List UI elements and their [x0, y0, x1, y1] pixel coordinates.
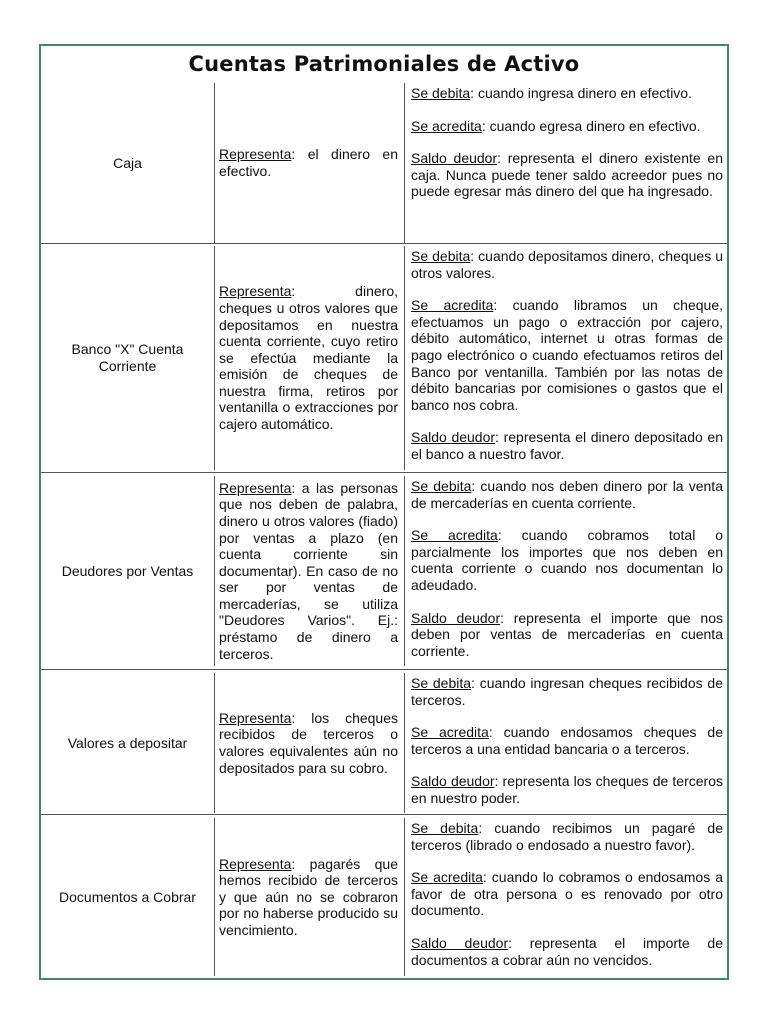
representa-cell [216, 673, 405, 813]
saldo-deudor-label: Saldo deudor [411, 429, 496, 446]
se-acredita-label: Se acredita [411, 117, 482, 134]
saldo-deudor-label: Saldo deudor [411, 150, 498, 167]
se-debita-text [411, 248, 723, 281]
saldo-deudor-description: : representa los cheques de terceros en nuestro poder. [411, 773, 723, 806]
movements-cell [407, 476, 727, 666]
representa-text [216, 710, 404, 776]
representa-description: : el dinero en efectivo. [219, 146, 398, 179]
se-debita-label: Se debita [411, 85, 471, 101]
se-acredita-text [411, 118, 723, 135]
representa-text [216, 856, 404, 939]
table-row [41, 818, 727, 976]
representa-description: : los cheques recibidos de terceros o valores equivalentes aún no depositados para su cobro. [219, 709, 398, 776]
movements-cell [407, 818, 727, 976]
representa-description: : a las personas que nos deben de palabra, dinero u otros valores (fiado) por ventas a plazo (en cuenta corriente sin documentar). En caso de no ser por ventas de mercaderías, se utiliza "Deudores Varios". Ej.: préstamo de dinero a terceros. [219, 479, 398, 662]
representa-label: Representa [219, 709, 292, 726]
representa-label: Representa [219, 283, 292, 300]
saldo-deudor-label: Saldo deudor [411, 773, 495, 790]
saldo-deudor-text [411, 610, 723, 660]
se-debita-text [411, 820, 723, 853]
representa-cell [216, 476, 405, 666]
se-acredita-text [411, 297, 723, 413]
se-acredita-description: : cuando cobramos total o parcialmente los importes que nos deben en cuenta corriente o cuando nos documentan lo adeudado. [411, 527, 723, 593]
representa-label: Representa [219, 479, 292, 496]
table-row [41, 246, 727, 470]
representa-label: Representa [219, 855, 292, 872]
representa-label: Representa [219, 146, 292, 163]
saldo-deudor-description: : representa el importe de documentos a cobrar aún no vencidos. [411, 934, 723, 968]
saldo-deudor-description: : representa el dinero existente en caja. Nunca puede tener saldo acreedor pues no puede egresar más dinero del que ha ingresado. [411, 150, 723, 200]
se-acredita-label: Se acredita [411, 297, 494, 314]
se-debita-description: : cuando nos deben dinero por la venta de mercaderías en cuenta corriente. [411, 478, 723, 511]
account-name-cell [41, 83, 215, 243]
saldo-deudor-label: Saldo deudor [411, 934, 509, 951]
account-name: Valores a depositar [67, 734, 188, 751]
account-name: Caja [113, 154, 142, 171]
representa-text [216, 480, 404, 663]
se-acredita-label: Se acredita [411, 527, 498, 544]
saldo-deudor-text [411, 773, 723, 806]
se-acredita-description: : cuando endosamos cheques de terceros a una entidad bancaria o a terceros. [411, 724, 723, 757]
saldo-deudor-description: : representa el importe que nos deben por ventas de mercaderías en cuenta corriente. [411, 609, 723, 659]
movements-cell [407, 83, 727, 243]
saldo-deudor-description: : representa el dinero depositado en el banco a nuestro favor. [411, 429, 723, 462]
movements-cell [407, 673, 727, 813]
representa-text [216, 283, 404, 432]
table-row [41, 83, 727, 243]
representa-description: : dinero, cheques u otros valores que depositamos en nuestra cuenta corriente, cuyo retiro se efectúa mediante la emisión de cheques de nuestra firma, retiros por ventanilla o extracciones por cajero automático. [219, 283, 398, 433]
row-divider [41, 814, 727, 815]
se-debita-description: : cuando recibimos un pagaré de terceros (librado o endosado a nuestro favor). [411, 820, 723, 853]
saldo-deudor-text [411, 429, 723, 462]
se-debita-label: Se debita [411, 675, 472, 691]
account-name: Banco "X" Cuenta Corriente [71, 341, 184, 374]
account-name-cell [41, 818, 215, 976]
se-debita-label: Se debita [411, 248, 471, 264]
representa-cell [216, 83, 405, 243]
se-acredita-description: : cuando egresa dinero en efectivo. [481, 117, 701, 134]
row-divider [41, 243, 727, 244]
table-row [41, 673, 727, 813]
se-acredita-text [411, 527, 723, 593]
account-name: Deudores por Ventas [61, 562, 194, 579]
se-acredita-description: : cuando libramos un cheque, efectuamos un pago o extracción por cajero, débito automático, internet u otras formas de pago electrónico o cuando efectuamos retiros del Banco por ventanilla. También por las notas de débito bancarias por comisiones o gastos que el banco nos cobra. [411, 297, 723, 413]
account-name: Documentos a Cobrar [59, 888, 196, 905]
row-divider [41, 669, 727, 670]
saldo-deudor-text [411, 935, 723, 968]
representa-cell [216, 818, 405, 976]
representa-text [216, 146, 404, 179]
representa-cell [216, 246, 405, 470]
se-debita-description: : cuando ingresan cheques recibidos de terceros. [411, 675, 723, 708]
se-debita-description: : cuando depositamos dinero, cheques u otros valores. [411, 248, 723, 281]
se-acredita-text [411, 724, 723, 757]
se-acredita-label: Se acredita [411, 869, 483, 886]
se-acredita-text [411, 869, 723, 919]
se-debita-text [411, 675, 723, 708]
table-row [41, 476, 727, 666]
saldo-deudor-label: Saldo deudor [411, 609, 501, 626]
page-title: Cuentas Patrimoniales de Activo [188, 52, 580, 76]
representa-description: : pagarés que hemos recibido de terceros y que aún no se cobraron por no haberse producido su vencimiento. [219, 855, 398, 938]
se-debita-text [411, 478, 723, 511]
account-name-cell [41, 246, 215, 470]
se-acredita-description: : cuando lo cobramos o endosamos a favor de otra persona o es renovado por otro documento. [411, 869, 723, 919]
se-debita-description: : cuando ingresa dinero en efectivo. [470, 85, 692, 101]
movements-cell [407, 246, 727, 470]
account-name-cell [41, 476, 215, 666]
se-acredita-label: Se acredita [411, 724, 489, 741]
se-debita-label: Se debita [411, 820, 479, 836]
se-debita-label: Se debita [411, 478, 472, 494]
se-debita-text [411, 85, 723, 102]
saldo-deudor-text [411, 150, 723, 200]
row-divider [41, 472, 727, 473]
account-name-cell [41, 673, 215, 813]
